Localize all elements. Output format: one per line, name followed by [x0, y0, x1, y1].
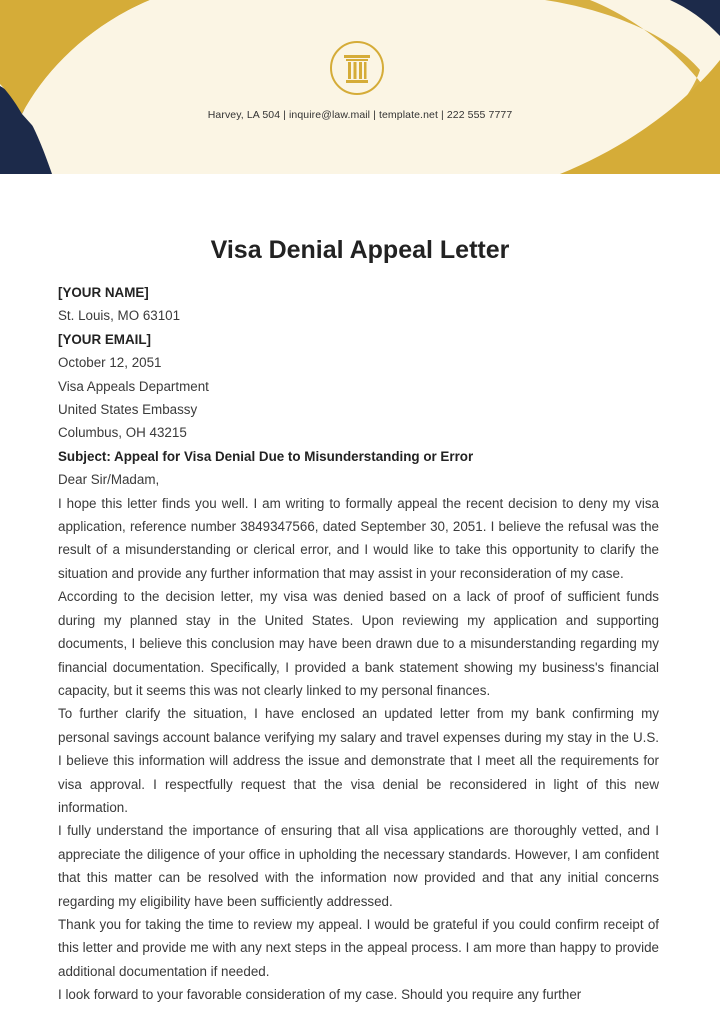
paragraph-2: According to the decision letter, my visa was denied based on a lack of proof of sufficient funds during my planned stay in the United States. Upon reviewing my application and supporting documents, I believe this conclusion may have been drawn due to a misunderstanding regarding my financial documentation. Specifically, I provided a bank statement showing my business's financial capacity, but it seems this was not clearly linked to my personal finances.: [58, 589, 659, 698]
salutation: Dear Sir/Madam,: [58, 472, 160, 488]
letter-subject: Subject: Appeal for Visa Denial Due to Misunderstanding or Error: [58, 448, 474, 464]
recipient-line-1: Visa Appeals Department: [58, 378, 209, 394]
sender-name: [YOUR NAME]: [58, 285, 149, 300]
sender-city: St. Louis, MO 63101: [58, 308, 181, 324]
recipient-line-3: Columbus, OH 43215: [58, 425, 187, 441]
contact-line: Harvey, LA 504 | inquire@law.mail | template.net | 222 555 7777: [207, 109, 513, 121]
document-title: Visa Denial Appeal Letter: [210, 236, 510, 264]
letter-date: October 12, 2051: [58, 355, 162, 371]
letterhead: [0, 0, 720, 174]
paragraph-6: I look forward to your favorable consideration of my case. Should you require any further: [58, 987, 582, 1003]
paragraph-4: I fully understand the importance of ensuring that all visa applications are thoroughly vetted, and I appreciate the diligence of your office in upholding the necessary standards. However, I am confident that this matter can be resolved with the information now provided and that any initial concerns regarding my eligibility have been sufficiently addressed.: [58, 823, 659, 909]
letter-body: [58, 281, 659, 1007]
sender-email: [YOUR EMAIL]: [58, 331, 151, 347]
pillar-icon: [329, 40, 385, 96]
recipient-line-2: United States Embassy: [58, 402, 198, 418]
paragraph-3: To further clarify the situation, I have enclosed an updated letter from my bank confirming my personal savings account balance verifying my salary and travel expenses during my stay in the U.S. I believe this information will address the issue and demonstrate that I meet all the requirements for visa approval. I respectfully request that the visa denial be reconsidered in light of this new information.: [58, 706, 659, 815]
paragraph-5: Thank you for taking the time to review my appeal. I would be grateful if you could confirm receipt of this letter and provide me with any next steps in the appeal process. I am more than happy to provide additional documentation if needed.: [58, 916, 659, 979]
paragraph-1: I hope this letter finds you well. I am writing to formally appeal the recent decision to deny my visa application, reference number 3849347566, dated September 30, 2051. I believe the refusal was the result of a misunderstanding or clerical error, and I would like to take this opportunity to clarify the situation and provide any further information that may assist in your reconsideration of my case.: [58, 495, 659, 581]
